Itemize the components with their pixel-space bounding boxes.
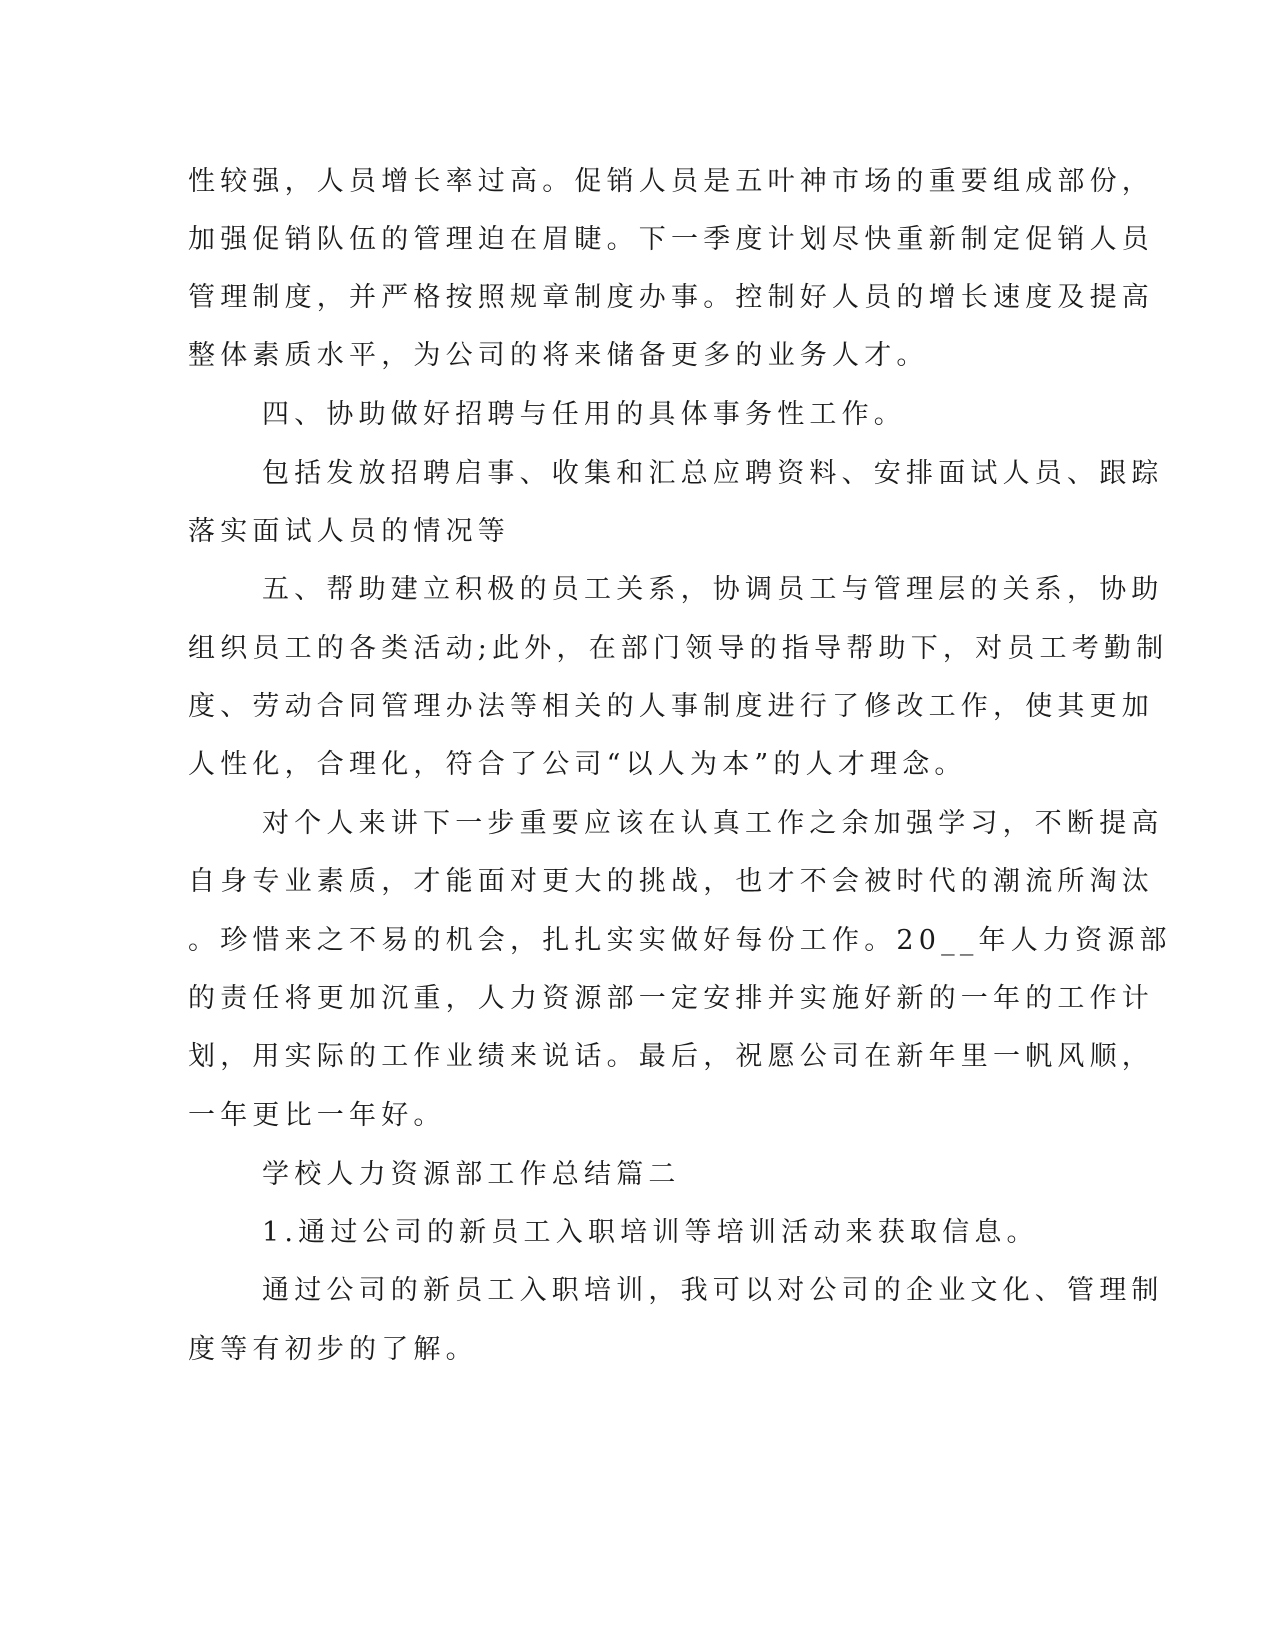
section-heading-4: 四、协助做好招聘与任用的具体事务性工作。 [262, 399, 906, 430]
text-line-9: 组织员工的各类活动;此外，在部门领导的指导帮助下，对员工考勤制 [188, 633, 1169, 664]
text-line-16: 划，用实际的工作业绩来说话。最后，祝愿公司在新年里一帆风顺， [188, 1041, 1154, 1072]
text-line-21: 度等有初步的了解。 [188, 1334, 478, 1365]
text-line-11: 人性化，合理化，符合了公司“以人为本”的人才理念。 [188, 749, 967, 780]
text-line-4: 整体素质水平，为公司的将来储备更多的业务人才。 [188, 340, 929, 371]
text-line-17: 一年更比一年好。 [188, 1100, 446, 1131]
text-line-7: 落实面试人员的情况等 [188, 516, 510, 547]
text-line-3: 管理制度，并严格按照规章制度办事。控制好人员的增长速度及提高 [188, 282, 1154, 313]
text-line-2: 加强促销队伍的管理迫在眉睫。下一季度计划尽快重新制定促销人员 [188, 224, 1154, 255]
text-line-14: 。珍惜来之不易的机会，扎扎实实做好每份工作。20__年人力资源部 [188, 925, 1172, 956]
text-line-13: 自身专业素质，才能面对更大的挑战，也才不会被时代的潮流所淘汰 [188, 866, 1154, 897]
text-line-12: 对个人来讲下一步重要应该在认真工作之余加强学习，不断提高 [262, 808, 1164, 839]
section-heading-5: 五、帮助建立积极的员工关系，协调员工与管理层的关系，协助 [262, 574, 1164, 605]
article-title: 学校人力资源部工作总结篇二 [262, 1159, 681, 1190]
text-line-10: 度、劳动合同管理办法等相关的人事制度进行了修改工作，使其更加 [188, 691, 1154, 722]
text-line-20: 通过公司的新员工入职培训，我可以对公司的企业文化、管理制 [262, 1275, 1164, 1306]
text-line-15: 的责任将更加沉重，人力资源部一定安排并实施好新的一年的工作计 [188, 983, 1154, 1014]
numbered-item-1: 1.通过公司的新员工入职培训等培训活动来获取信息。 [262, 1217, 1039, 1248]
text-line-6: 包括发放招聘启事、收集和汇总应聘资料、安排面试人员、跟踪 [262, 458, 1164, 489]
text-line-1: 性较强，人员增长率过高。促销人员是五叶神市场的重要组成部份， [188, 166, 1154, 197]
